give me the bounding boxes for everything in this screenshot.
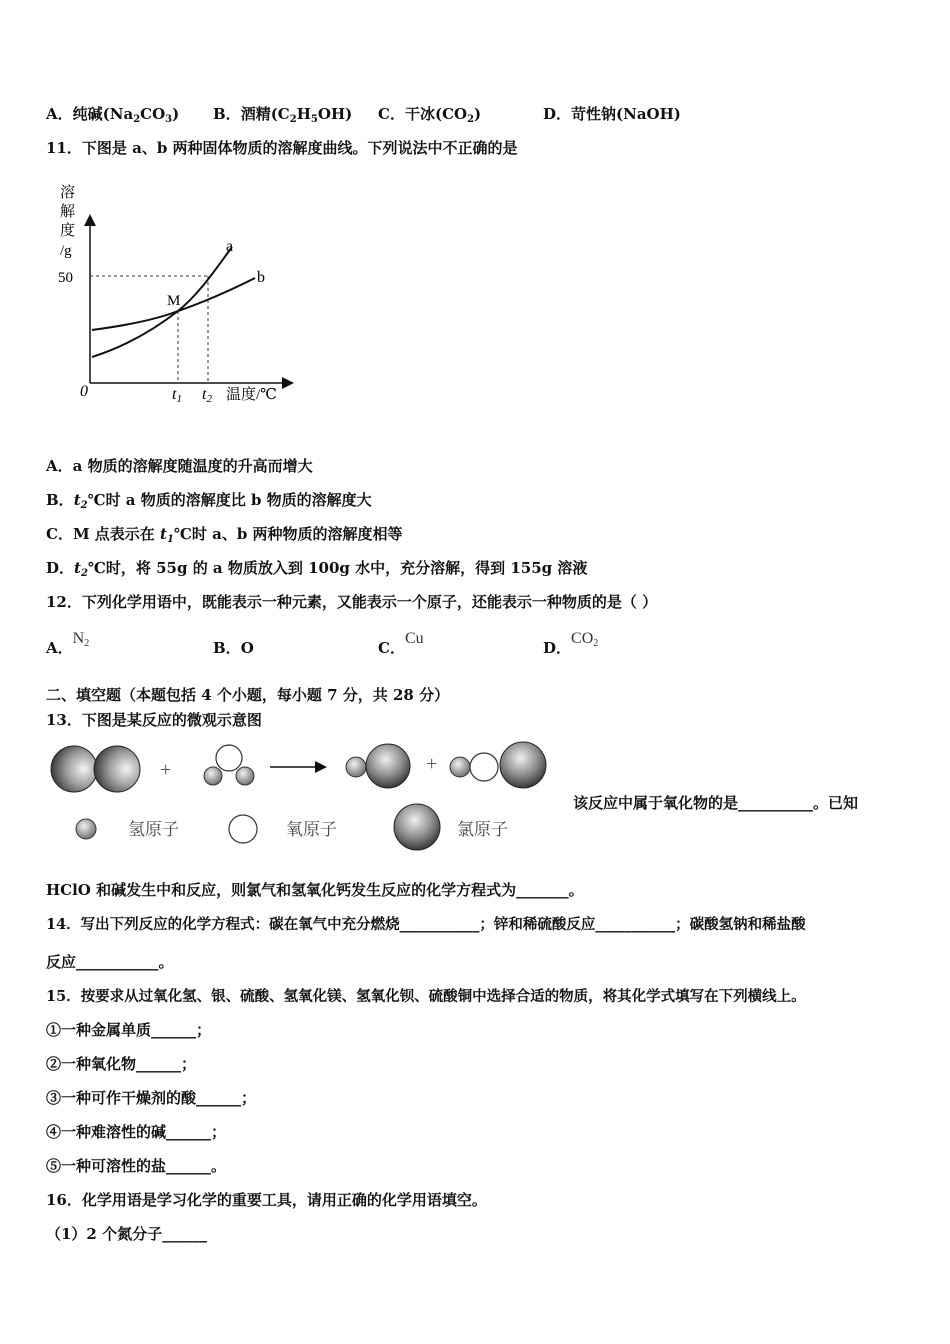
- q10-option-d: D．苛性钠(NaOH): [543, 105, 681, 123]
- q15-item-5: ⑤一种可溶性的盐______。: [46, 1157, 227, 1175]
- q10-option-b: B．酒精$(C_2H_5OH)$: [213, 105, 353, 125]
- t1-label: t1: [172, 386, 182, 405]
- q15-item-4: ④一种难溶性的碱______；: [46, 1123, 227, 1141]
- q15-stem: 15．按要求从过氧化氢、银、硫酸、氢氧化镁、氢氧化钡、硫酸铜中选择合适的物质，将其化学式填写在下列横线上。: [46, 988, 806, 1005]
- q15-item-1: ①一种金属单质______；: [46, 1021, 212, 1039]
- q11-option-b: B．$t_2℃$时 a 物质的溶解度比 b 物质的溶解度大: [46, 491, 372, 511]
- reaction-diagram: [40, 738, 560, 860]
- cl-atom: [51, 746, 97, 792]
- section-2-heading: 二、填空题（本题包括 4 个小题，每小题 7 分，共 28 分）: [46, 686, 450, 704]
- q10-option-c: C．干冰$(CO_2)$: [378, 105, 482, 125]
- q12-stem: 12．下列化学用语中，既能表示一种元素，又能表示一个原子，还能表示一种物质的是（ ）: [46, 593, 658, 611]
- h-atom: [236, 767, 254, 785]
- h-atom: [450, 757, 470, 777]
- q11-option-c: C．M 点表示在 $t_1℃$时 a、b 两种物质的溶解度相等: [46, 525, 403, 545]
- o-atom: [216, 745, 242, 771]
- y-label-1: 溶: [60, 185, 76, 201]
- q16-stem: 16．化学用语是学习化学的重要工具，请用正确的化学用语填空。: [46, 1191, 487, 1209]
- cl-atom: [366, 744, 410, 788]
- x-axis-label: 温度/℃: [226, 387, 277, 403]
- q10-option-a: A．纯碱$(Na_2CO_3)$: [46, 105, 180, 125]
- legend-o-label: 氧原子: [286, 820, 337, 839]
- cl-atom: [94, 746, 140, 792]
- curve-b-label: b: [257, 269, 265, 286]
- curve-a-label: a: [226, 238, 234, 255]
- plus-sign-1: +: [160, 759, 172, 781]
- legend-cl-label: 氯原子: [457, 820, 508, 839]
- solubility-graph: [50, 175, 310, 410]
- plus-sign-2: +: [426, 753, 438, 775]
- legend-h-label: 氢原子: [128, 820, 179, 839]
- legend-cl-atom: [394, 804, 440, 850]
- h-atom: [204, 767, 222, 785]
- legend-h-atom: [76, 819, 96, 839]
- q11-stem: 11．下图是 a、b 两种固体物质的溶解度曲线。下列说法中不正确的是: [46, 139, 518, 157]
- legend-o-atom: [229, 815, 257, 843]
- q14-line2: 反应___________。: [46, 953, 174, 971]
- q12-option-a: A．$N_2$: [46, 630, 90, 657]
- q15-item-2: ②一种氧化物______；: [46, 1055, 197, 1073]
- t2-label: t2: [202, 386, 212, 405]
- q11-option-a: A．a 物质的溶解度随温度的升高而增大: [46, 457, 313, 475]
- o-atom: [470, 753, 498, 781]
- q11-option-d: D．$t_2℃$时，将 55g 的 a 物质放入到 100g 水中，充分溶解，得到 155g 溶液: [46, 559, 588, 579]
- h-atom: [346, 757, 366, 777]
- q12-option-c: C．Cu: [378, 630, 424, 657]
- q12-option-b: B．O: [213, 639, 254, 657]
- q14-line1: 14．写出下列反应的化学方程式：碳在氧气中充分燃烧___________；锌和稀硫酸反应___________；碳酸氢钠和稀盐酸: [46, 916, 806, 933]
- y-tick-50: 50: [58, 270, 73, 286]
- q15-item-3: ③一种可作干燥剂的酸______；: [46, 1089, 257, 1107]
- q16-item-1: （1）2 个氮分子______: [46, 1225, 208, 1243]
- q13-line2: HClO 和碱发生中和反应，则氯气和氢氧化钙发生反应的化学方程式为_______。: [46, 881, 584, 899]
- y-label-4: /g: [60, 243, 72, 259]
- origin-label: 0: [80, 383, 88, 400]
- curve-a: [92, 247, 232, 357]
- cl-atom: [500, 742, 546, 788]
- q12-option-d: D．$CO_2$: [543, 630, 599, 657]
- y-label-3: 度: [60, 223, 76, 239]
- y-label-2: 解: [60, 204, 76, 220]
- q13-right-text: 该反应中属于氧化物的是__________。已知: [573, 794, 859, 812]
- point-m-label: M: [167, 293, 181, 309]
- q13-stem: 13．下图是某反应的微观示意图: [46, 711, 262, 729]
